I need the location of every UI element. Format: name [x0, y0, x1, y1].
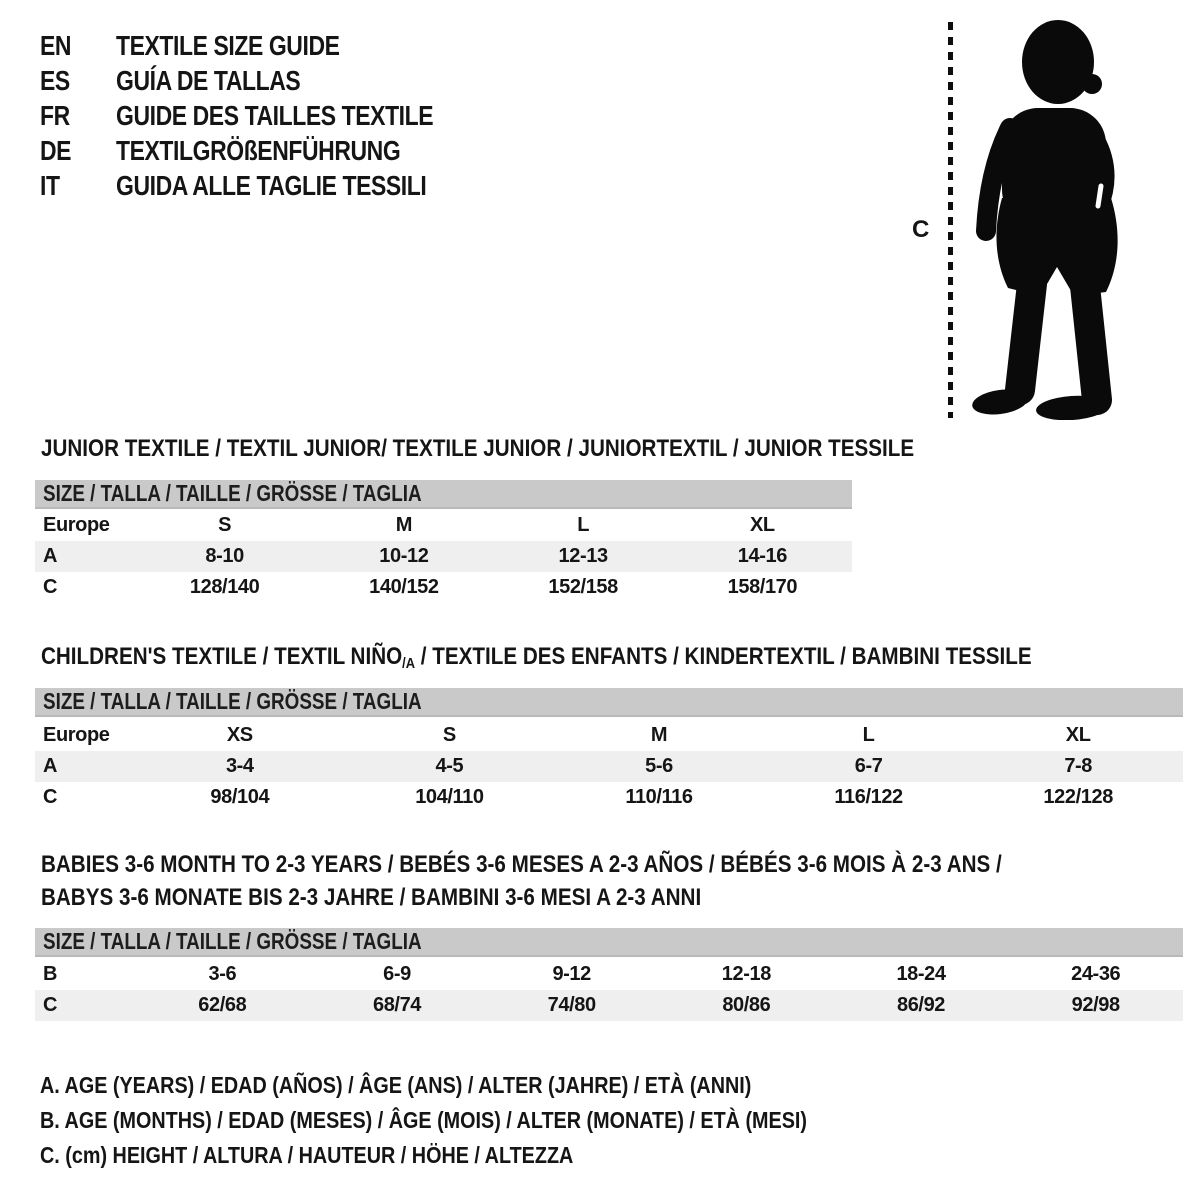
lang-label: GUÍA DE TALLAS [116, 64, 301, 96]
height-cell: 92/98 [1071, 994, 1120, 1016]
row-label: B [43, 963, 58, 985]
babies-table [35, 959, 1183, 1021]
age-cell: 6-7 [854, 755, 883, 777]
height-cell: 152/158 [548, 576, 618, 598]
junior-table [35, 510, 852, 603]
height-cell: 74/80 [547, 994, 596, 1016]
age-cell: 5-6 [645, 755, 673, 777]
height-cell: 116/122 [834, 786, 903, 808]
size-cell: XS [226, 724, 253, 746]
age-cell: 18-24 [896, 963, 946, 985]
height-cell: 110/116 [625, 786, 693, 808]
size-cell: XL [749, 514, 775, 536]
table-row [35, 572, 852, 603]
height-cell: 158/170 [727, 576, 798, 598]
lang-label: GUIDA ALLE TAGLIE TESSILI [116, 169, 427, 201]
lang-row-de [40, 133, 503, 168]
height-cell: 122/128 [1043, 786, 1113, 808]
height-cell: 86/92 [896, 994, 946, 1016]
age-cell: 3-4 [225, 755, 254, 777]
table-row [35, 782, 1183, 813]
nino-a-subscript: /A [402, 655, 416, 672]
size-cell: M [650, 724, 668, 746]
age-cell: 9-12 [552, 963, 591, 985]
table-row [35, 510, 852, 541]
legend [40, 1068, 932, 1173]
table-row [35, 959, 1183, 990]
size-cell: M [395, 514, 412, 536]
height-cell: 128/140 [189, 576, 260, 598]
row-label: A [43, 545, 58, 567]
children-table [35, 720, 1183, 813]
age-cell: 4-5 [435, 755, 464, 777]
table-row [35, 720, 1183, 751]
lang-label: TEXTILE SIZE GUIDE [116, 29, 340, 61]
babies-title-line1: BABIES 3-6 MONTH TO 2-3 YEARS / BEBÉS 3-6 MESES A 2-3 AÑOS / BÉBÉS 3-6 MOIS À 2-3 ANS / [41, 851, 1002, 878]
age-cell: 3-6 [208, 963, 237, 985]
table-row [35, 990, 1183, 1021]
lang-code: EN [40, 29, 72, 61]
row-label: Europe [43, 514, 110, 536]
junior-size-header-bar: SIZE / TALLA / TAILLE / GRÖSSE / TAGLIA [35, 480, 852, 509]
lang-code: IT [40, 169, 60, 201]
size-cell: S [218, 514, 232, 536]
table-row [35, 541, 852, 572]
height-cell: 104/110 [415, 786, 484, 808]
row-label: C [43, 576, 58, 598]
lang-row-es [40, 63, 503, 98]
age-cell: 6-9 [383, 963, 411, 985]
lang-code: ES [40, 64, 70, 96]
lang-row-en [40, 28, 503, 63]
junior-title: JUNIOR TEXTILE / TEXTIL JUNIOR/ TEXTILE JUNIOR / JUNIORTEXTIL / JUNIOR TESSILE [41, 435, 915, 462]
height-cell: 140/152 [369, 576, 439, 598]
lang-code: DE [40, 134, 72, 166]
babies-title-line2: BABYS 3-6 MONATE BIS 2-3 JAHRE / BAMBINI 3-6 MESI A 2-3 ANNI [41, 884, 702, 911]
lang-row-it [40, 168, 503, 203]
age-cell: 10-12 [379, 545, 429, 567]
age-cell: 14-16 [737, 545, 787, 567]
lang-code: FR [40, 99, 70, 131]
lang-row-fr [40, 98, 503, 133]
height-measure-dashed-line [948, 22, 953, 418]
age-cell: 12-18 [721, 963, 771, 985]
language-list [40, 28, 503, 203]
legend-line-b: B. AGE (MONTHS) / EDAD (MESES) / ÂGE (MOIS) / ALTER (MONATE) / ETÀ (MESI) [40, 1107, 807, 1133]
height-cell: 80/86 [722, 994, 771, 1016]
age-cell: 24-36 [1071, 963, 1121, 985]
legend-line-c: C. (cm) HEIGHT / ALTURA / HAUTEUR / HÖHE / ALTEZZA [40, 1142, 574, 1168]
toddler-silhouette-icon [970, 16, 1132, 420]
size-cell: L [862, 724, 875, 746]
children-title: CHILDREN'S TEXTILE / TEXTIL NIÑO/A / TEXTILE DES ENFANTS / KINDERTEXTIL / BAMBINI TESSILE [41, 643, 1032, 672]
children-size-header-bar: SIZE / TALLA / TAILLE / GRÖSSE / TAGLIA [35, 688, 1183, 717]
height-cell: 68/74 [372, 994, 422, 1016]
measure-label-c: C [912, 216, 930, 243]
row-label: C [43, 786, 58, 808]
age-cell: 8-10 [205, 545, 244, 567]
row-label: A [43, 755, 58, 777]
size-cell: S [442, 724, 456, 746]
row-label: Europe [43, 724, 110, 746]
age-cell: 12-13 [558, 545, 608, 567]
size-cell: XL [1065, 724, 1091, 746]
size-cell: L [577, 514, 590, 536]
age-cell: 7-8 [1064, 755, 1093, 777]
babies-size-header-bar: SIZE / TALLA / TAILLE / GRÖSSE / TAGLIA [35, 928, 1183, 957]
height-cell: 62/68 [198, 994, 247, 1016]
lang-label: GUIDE DES TAILLES TEXTILE [116, 99, 434, 131]
legend-line-a: A. AGE (YEARS) / EDAD (AÑOS) / ÂGE (ANS) / ALTER (JAHRE) / ETÀ (ANNI) [40, 1072, 752, 1098]
height-cell: 98/104 [210, 786, 270, 808]
table-row [35, 751, 1183, 782]
lang-label: TEXTILGRÖßENFÜHRUNG [116, 134, 401, 166]
row-label: C [43, 994, 58, 1016]
